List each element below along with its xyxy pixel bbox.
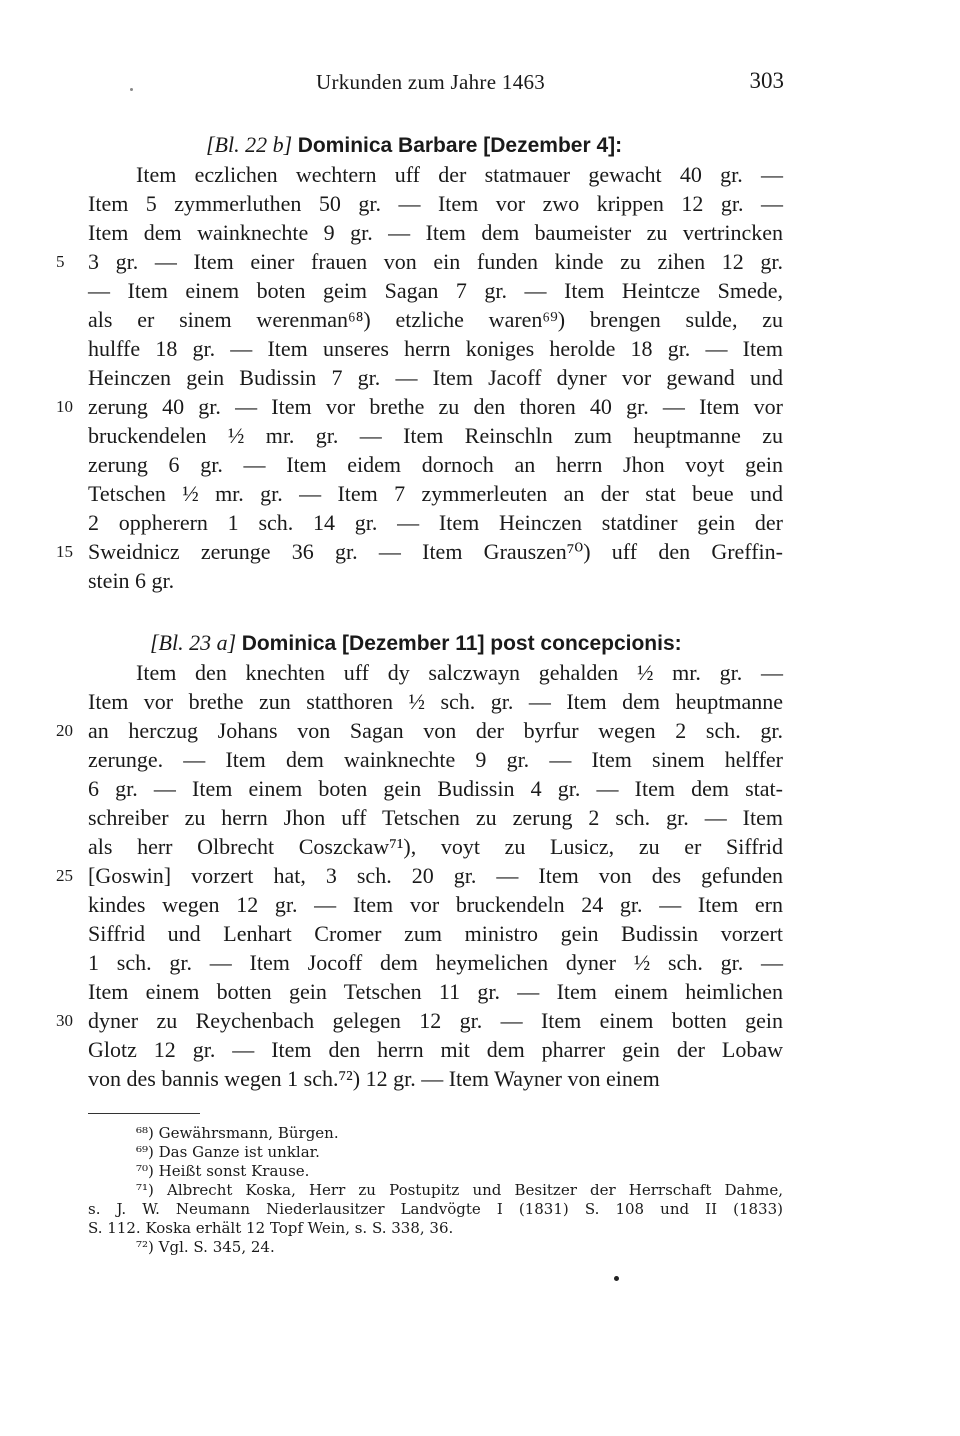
text-line [88,687,783,716]
text-line [88,479,783,508]
text-line [88,774,783,803]
footnote-text: ⁶⁹) Das Ganze ist unklar. [136,1143,320,1161]
footnote-text: s. J. W. Neumann Niederlausitzer Landvögte I (1831) S. 108 und II (1833) [88,1200,783,1218]
line-text: Item einem botten gein Tetschen 11 gr. — Item einem heimlichen [88,979,783,1004]
line-text: schreiber zu herrn Jhon uff Tetschen zu zerung 2 sch. gr. — Item [88,805,783,830]
footnote-text: ⁶⁸) Gewährsmann, Bürgen. [136,1124,339,1142]
text-line [88,803,783,832]
line-text: hulffe 18 gr. — Item unseres herrn koniges herolde 18 gr. — Item [88,336,783,361]
line-text: Item 5 zymmerluthen 50 gr. — Item vor zwo krippen 12 gr. — [88,191,783,216]
text-line [88,890,783,919]
text-line [88,832,783,861]
line-text: Item dem wainknechte 9 gr. — Item dem baumeister zu vertrincken [88,220,783,245]
running-head [88,70,784,104]
footnote-line [88,1143,783,1162]
line-text: Glotz 12 gr. — Item den herrn mit dem pharrer gein der Lobaw [88,1037,783,1062]
text-line [88,160,783,189]
line-text: dyner zu Reychenbach gelegen 12 gr. — Item einem botten gein [88,1008,783,1033]
line-text: 3 gr. — Item einer frauen von ein funden kinde zu zihen 12 gr. [88,249,783,274]
text-line [88,745,783,774]
print-dot [614,1276,619,1281]
text-line [88,450,783,479]
heading-title: Dominica Barbare [Dezember 4]: [297,134,623,157]
heading-title: Dominica [Dezember 11] post concepcionis: [241,632,682,655]
text-line [88,334,783,363]
line-text: Tetschen ½ mr. gr. — Item 7 zymmerleuten an der stat beue und [88,481,783,506]
text-line [56,1006,783,1035]
line-text: als herr Olbrecht Coszckaw⁷¹), voyt zu Lusicz, zu er Siffrid [88,834,783,859]
line-text: bruckendelen ½ mr. gr. — Item Reinschln zum heuptmanne zu [88,423,783,448]
line-text: Item den knechten uff dy salczwayn gehalden ½ mr. gr. — [136,660,783,685]
line-text: 1 sch. gr. — Item Jocoff dem heymelichen dyner ½ sch. gr. — [88,950,783,975]
footnote-text: ⁷¹) Albrecht Koska, Herr zu Postupitz und Besitzer der Herrschaft Dahme, [136,1181,783,1199]
footnote-line [88,1181,783,1200]
line-number: 25 [56,866,73,885]
entry-text-1 [56,160,783,595]
entry-heading-2 [150,628,783,658]
text-line [56,716,783,745]
footnotes [88,1124,783,1257]
footnote-text: ⁷⁰) Heißt sonst Krause. [136,1162,310,1180]
text-line [88,305,783,334]
line-text: von des bannis wegen 1 sch.⁷²) 12 gr. — Item Wayner von einem [88,1066,660,1091]
line-text: Item eczlichen wechtern uff der statmauer gewacht 40 gr. — [136,162,783,187]
text-line [88,658,783,687]
line-number: 5 [56,252,65,271]
footnote-line [88,1162,783,1181]
footnote-rule [88,1113,200,1114]
line-text: Sweidnicz zerunge 36 gr. — Item Grauszen⁷⁰) uff den Greffin- [88,539,783,564]
line-text: an herczug Johans von Sagan von der byrfur wegen 2 sch. gr. [88,718,783,743]
text-line [88,189,783,218]
line-number: 20 [56,721,73,740]
footnote-line [88,1124,783,1143]
text-line [88,1035,783,1064]
footnote-line [88,1200,783,1219]
line-number: 10 [56,397,73,416]
footnote-text: S. 112. Koska erhält 12 Topf Wein, s. S. 338, 36. [88,1219,454,1237]
line-text: Heinczen gein Budissin 7 gr. — Item Jacoff dyner vor gewand und [88,365,783,390]
line-text: — Item einem boten geim Sagan 7 gr. — Item Heintcze Smede, [88,278,783,303]
line-text: zerung 6 gr. — Item eidem dornoch an herrn Jhon voyt gein [88,452,783,477]
line-text: Item vor brethe zun statthoren ½ sch. gr. — Item dem heuptmanne [88,689,783,714]
footnote-line [88,1219,783,1238]
folio-reference: [Bl. 23 a] [150,630,237,655]
entry-section-1 [56,130,783,595]
folio-reference: [Bl. 22 b] [206,132,293,157]
line-number: 30 [56,1011,73,1030]
text-line [88,276,783,305]
text-line [56,392,783,421]
entry-text-2 [56,658,783,1093]
line-text: Siffrid und Lenhart Cromer zum ministro gein Budissin vorzert [88,921,783,946]
text-line [56,247,783,276]
text-line [88,566,783,595]
line-text: zerunge. — Item dem wainknechte 9 gr. — Item sinem helffer [88,747,783,772]
footnote-text: ⁷²) Vgl. S. 345, 24. [136,1238,275,1256]
running-title: Urkunden zum Jahre 1463 [316,70,546,94]
footnote-line [88,1238,783,1257]
line-text: [Goswin] vorzert hat, 3 sch. 20 gr. — Item von des gefunden [88,863,783,888]
text-line [88,421,783,450]
text-line [88,363,783,392]
text-line [88,948,783,977]
text-line [88,218,783,247]
line-text: stein 6 gr. [88,568,175,593]
text-line [88,508,783,537]
line-text: kindes wegen 12 gr. — Item vor bruckendeln 24 gr. — Item ern [88,892,783,917]
text-line [88,977,783,1006]
text-line [56,537,783,566]
entry-heading-1 [206,130,783,160]
text-line [88,1064,783,1093]
text-line [88,919,783,948]
entry-section-2 [56,628,783,1093]
line-text: 6 gr. — Item einem boten gein Budissin 4 gr. — Item dem stat- [88,776,783,801]
text-line [56,861,783,890]
line-text: als er sinem werenman⁶⁸) etzliche waren⁶⁹) brengen sulde, zu [88,307,783,332]
line-text: zerung 40 gr. — Item vor brethe zu den thoren 40 gr. — Item vor [88,394,783,419]
line-number: 15 [56,542,73,561]
page-number: 303 [749,68,784,93]
line-text: 2 oppherern 1 sch. 14 gr. — Item Heinczen statdiner gein der [88,510,783,535]
